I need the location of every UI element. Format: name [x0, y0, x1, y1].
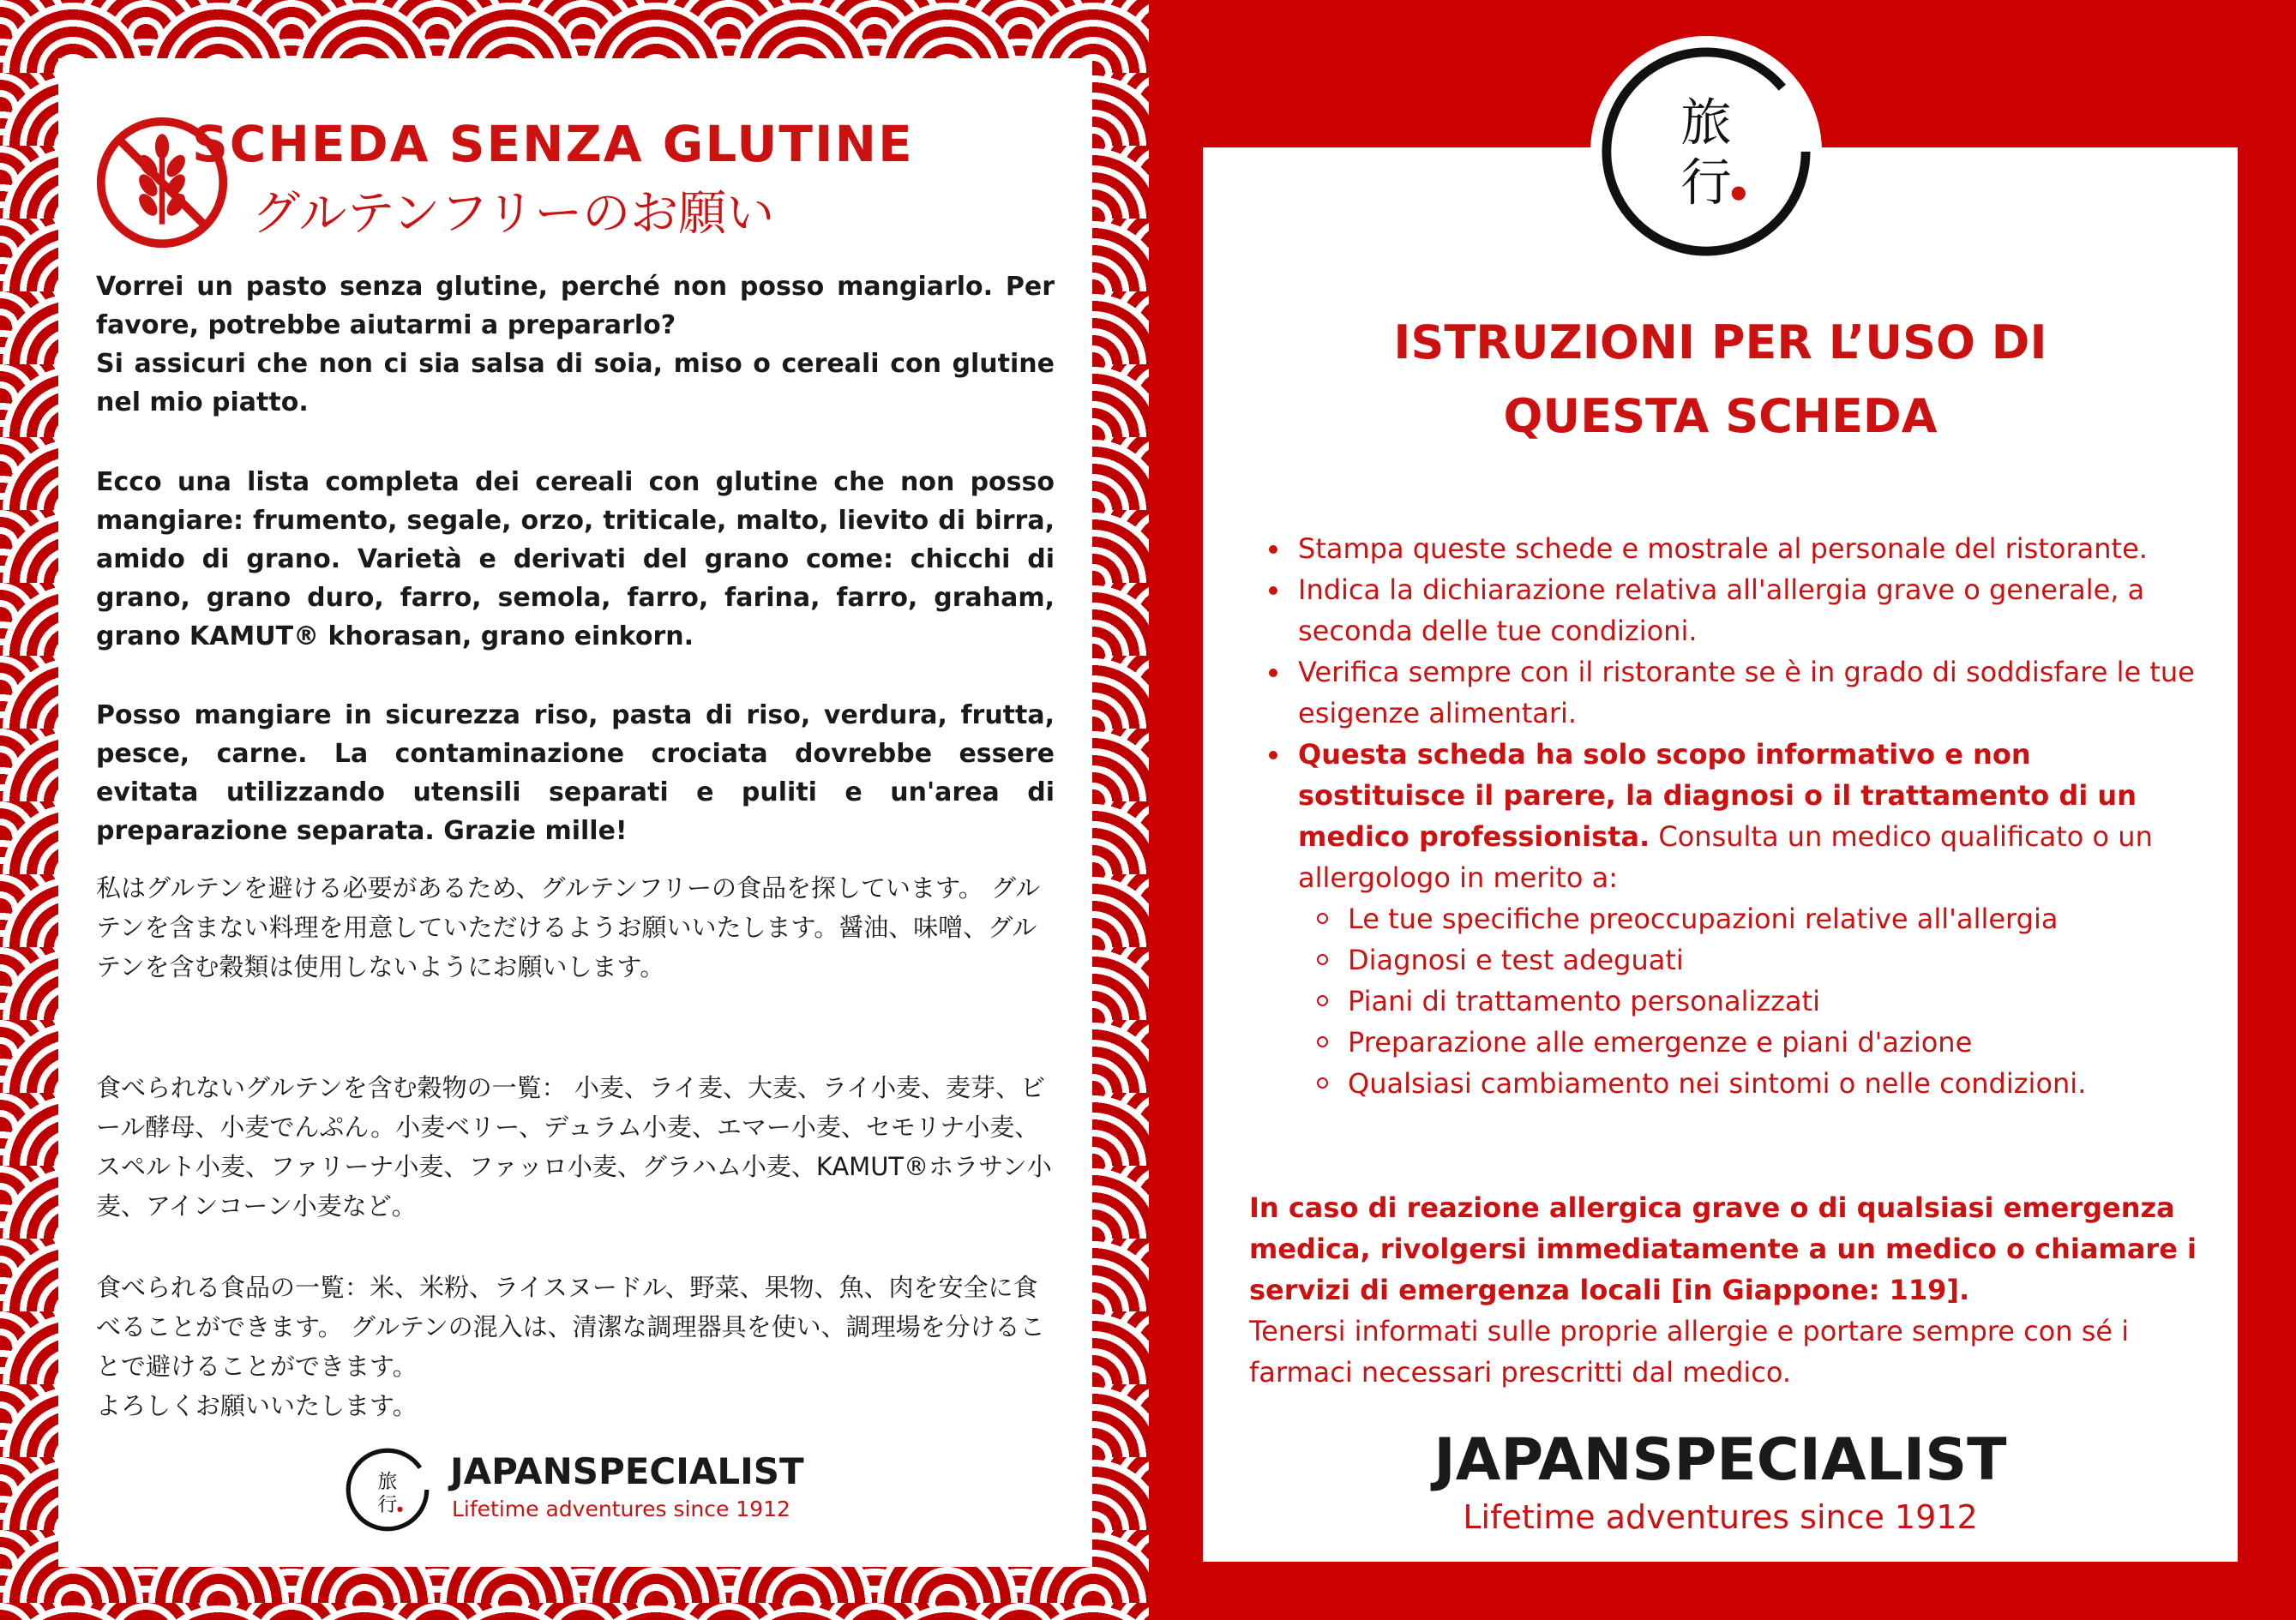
- disclaimer-rest: Consulta un medico qualificato o un allergologo in merito a:: [1298, 820, 2153, 894]
- sub-list-item: Qualsiasi cambiamento nei sintomi o nelle condizioni.: [1348, 1063, 2205, 1104]
- jp-paragraph: 私はグルテンを避ける必要があるため、グルテンフリーの食品を探しています。 グルテンを含まない料理を用意していただけるようお願いいたします。醤油、味噌、グルテンを含む穀類は使用しないようにお願いします。: [96, 873, 1041, 981]
- emergency-bold: In caso di reazione allergica grave o di qualsiasi emergenza medica, rivolgersi immediatamente a un medico o chiamare i servizi di emergenza locali [in Giappone: 119].: [1249, 1191, 2197, 1306]
- list-item: Stampa queste schede e mostrale al personale del ristorante.: [1298, 528, 2205, 569]
- card-title-italian: SCHEDA SENZA GLUTINE: [192, 115, 914, 173]
- japanese-request-text: [96, 868, 1055, 987]
- brand-name: JAPANSPECIALIST: [450, 1450, 804, 1492]
- brand-name: JAPANSPECIALIST: [1433, 1426, 2007, 1494]
- logo-kanji-bottom: 行: [377, 1493, 398, 1516]
- sub-list-item: Piani di trattamento personalizzati: [1348, 981, 2205, 1022]
- sub-list-item: Diagnosi e test adeguati: [1348, 939, 2205, 981]
- logo-kanji-bottom: 行: [1680, 153, 1732, 213]
- emergency-rest: Tenersi informati sulle proprie allergie e portare sempre con sé i farmaci necessari prescritti dal medico.: [1249, 1315, 2130, 1389]
- italian-request-text: [96, 267, 1055, 422]
- it-paragraph: Ecco una lista completa dei cereali con glutine che non posso mangiare: frumento, segale, orzo, triticale, malto, lievito di birra, amido di grano. Varietà e derivati del grano come: chicchi di grano, grano duro, farro, semola, farro, farina, farro, graham, grano KAMUT® khorasan, grano einkorn.: [96, 467, 1055, 651]
- jp-paragraph: よろしくお願いいたします。: [96, 1391, 418, 1420]
- logo-kanji-top: 旅: [377, 1470, 398, 1493]
- logo-kanji-top: 旅: [1680, 93, 1732, 153]
- it-paragraph: Posso mangiare in sicurezza riso, pasta di riso, verdura, frutta, pesce, carne. La contaminazione crociata dovrebbe essere evitata utilizzando utensili separati e puliti e un'area di preparazione separata. Grazie mille!: [96, 700, 1055, 846]
- disclaimer-bold: Questa scheda ha solo scopo informativo e non sostituisce il parere, la diagnosi o il trattamento di un medico professionista.: [1298, 738, 2137, 853]
- emergency-notice: [1249, 1187, 2201, 1393]
- sub-list-item: Preparazione alle emergenze e piani d'azione: [1348, 1022, 2205, 1063]
- italian-gluten-list: [96, 463, 1055, 656]
- brand-tagline: Lifetime adventures since 1912: [1463, 1498, 1978, 1536]
- jp-paragraph: 食べられる食品の一覧：米、米粉、ライスヌードル、野菜、果物、魚、肉を安全に食べることができます。 グルテンの混入は、清潔な調理器具を使い、調理場を分けることで避けることができます。: [96, 1273, 1045, 1381]
- card-title-japanese: グルテンフリーのお願い: [252, 186, 775, 242]
- list-item: [1298, 734, 2205, 1104]
- jp-paragraph: 食べられないグルテンを含む穀物の一覧： 小麦、ライ麦、大麦、ライ小麦、麦芽、ビール酵母、小麦でんぷん。小麦ベリー、デュラム小麦、エマー小麦、セモリナ小麦、スペルト小麦、ファリーナ小麦、ファッロ小麦、グラハム小麦、KAMUT®ホラサン小麦、アインコーン小麦など。: [96, 1073, 1052, 1221]
- italian-safe-foods: [96, 696, 1055, 850]
- it-paragraph: Vorrei un pasto senza glutine, perché non posso mangiarlo. Per favore, potrebbe aiutarmi a prepararlo?: [96, 272, 1055, 340]
- brand-tagline: Lifetime adventures since 1912: [452, 1497, 790, 1521]
- instructions-title-line2: QUESTA SCHEDA: [1503, 389, 1938, 443]
- list-item: Indica la dichiarazione relativa all'allergia grave o generale, a seconda delle tue condizioni.: [1298, 569, 2205, 651]
- list-item: Verifica sempre con il ristorante se è in grado di soddisfare le tue esigenze alimentari.: [1298, 651, 2205, 734]
- japanese-safe-foods: [96, 1268, 1055, 1425]
- instructions-list: [1262, 528, 2205, 1104]
- enso-logo-icon: [343, 1445, 432, 1534]
- enso-logo-icon: [1590, 36, 1822, 267]
- japanese-gluten-list: [96, 1068, 1055, 1226]
- instructions-title-line1: ISTRUZIONI PER L’USO DI: [1393, 315, 2047, 369]
- sub-list-item: Le tue specifiche preoccupazioni relative all'allergia: [1348, 898, 2205, 939]
- it-paragraph: Si assicuri che non ci sia salsa di soia, miso o cereali con glutine nel mio piatto.: [96, 349, 1055, 417]
